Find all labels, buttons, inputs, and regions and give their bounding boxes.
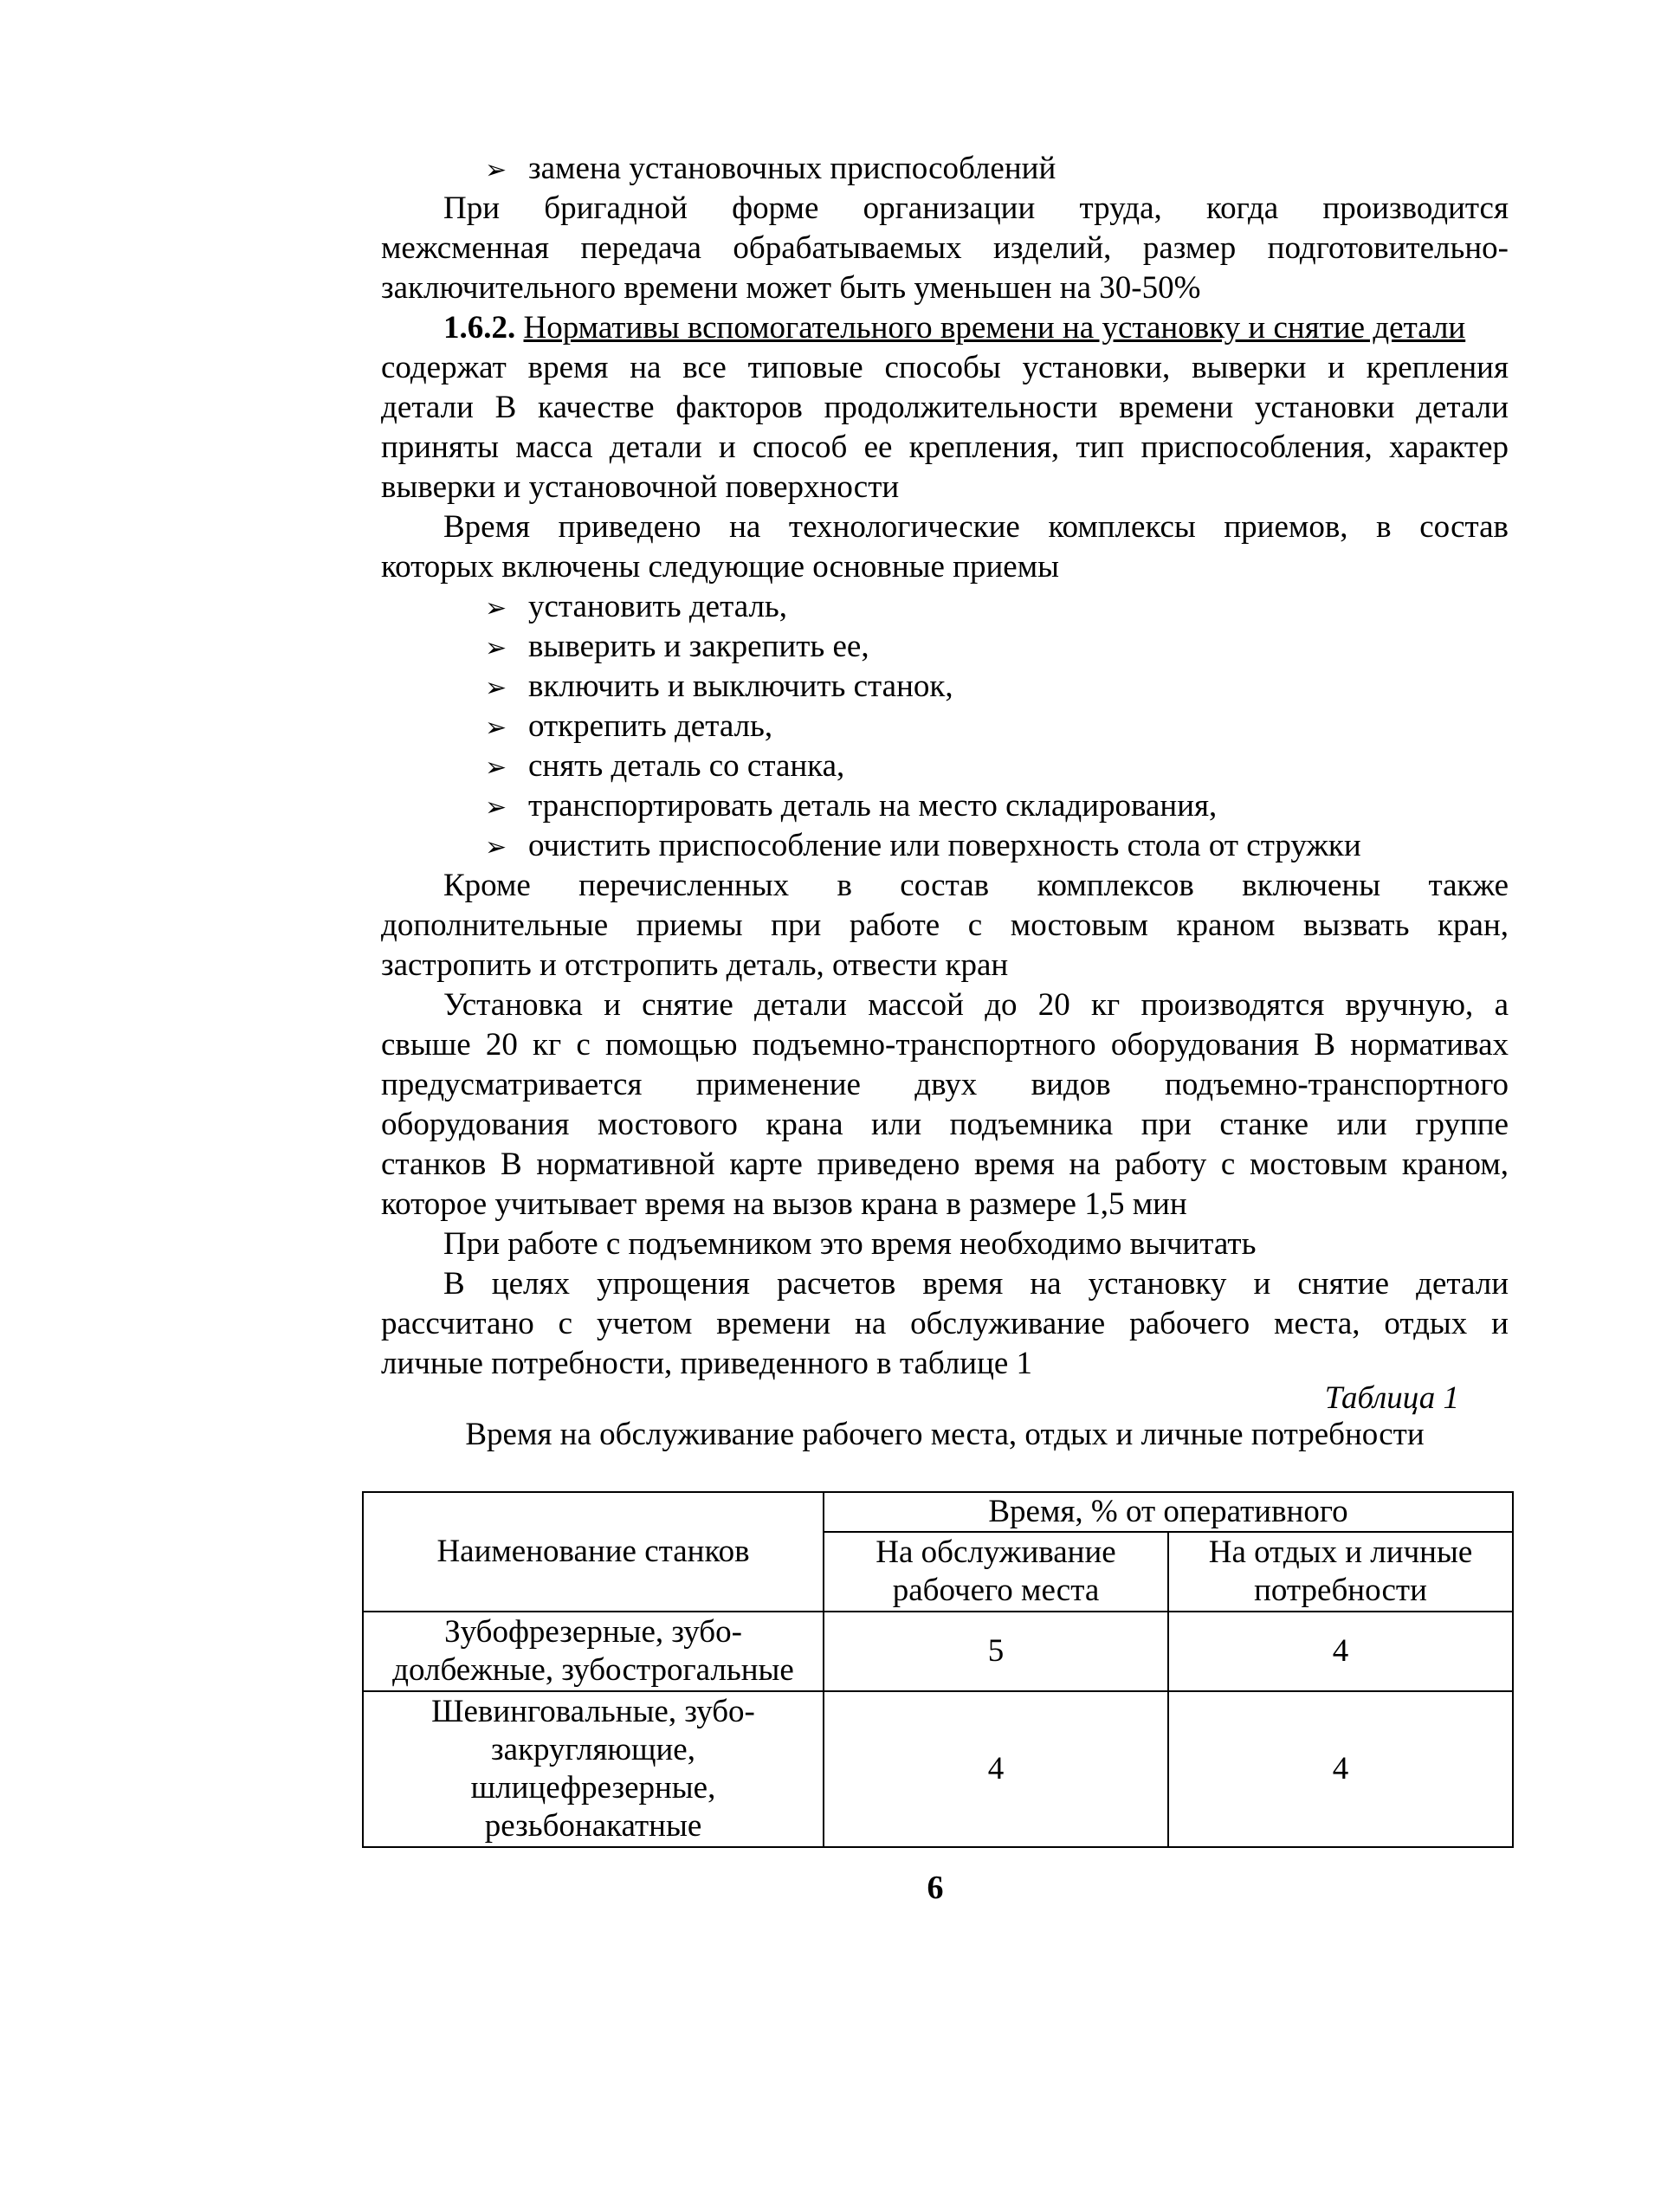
paragraph-line: Время приведено на технологические комплексы приемов, в состав [443,509,1509,545]
section-heading [443,308,1465,348]
paragraph-line: выверки и установочной поверхности [381,469,900,505]
paragraph-line: которое учитывает время на вызов крана в размере 1,5 мин [381,1186,1187,1222]
table-header-row [363,1492,1513,1532]
machine-name-cell: Шевинговальные, зубо- закругляющие, шлицефрезерные, резьбонакатные [363,1691,824,1847]
paragraph-line: которых включены следующие основные приемы [381,549,1059,585]
section-title: Нормативы вспомогательного времени на установку и снятие детали [523,310,1466,346]
arrow-bullet-icon: ➢ [485,832,507,862]
paragraph-line: При бригадной форме организации труда, когда производится [443,191,1509,226]
bullet-text: замена установочных приспособлений [528,151,1056,186]
paragraph-line: приняты масса детали и способ ее крепления, тип приспособления, характер [381,430,1509,465]
header-rest-time: На отдых и личные потребности [1168,1532,1513,1612]
paragraph-line: оборудования мостового крана или подъемника при станке или группе [381,1107,1509,1142]
service-value-cell: 4 [824,1691,1168,1847]
arrow-bullet-icon: ➢ [485,633,507,663]
paragraph-line: застропить и отстропить деталь, отвести кран [381,947,1009,983]
header-time-group: Время, % от оперативного [824,1492,1513,1532]
paragraph-line: детали В качестве факторов продолжительности времени установки детали [381,390,1509,425]
bullet-item [485,786,1217,828]
bullet-text: транспортировать деталь на место складирования, [528,788,1218,824]
page-number: 6 [927,1870,944,1906]
table-row [363,1612,1513,1691]
bullet-text: включить и выключить станок, [528,669,953,704]
paragraph-line: содержат время на все типовые способы установки, выверки и крепления [381,350,1509,385]
machine-name-cell: Зубофрезерные, зубо- долбежные, зубострогальные [363,1612,824,1691]
bullet-text: установить деталь, [528,589,788,624]
table-label: Таблица 1 [1324,1380,1459,1416]
bullet-item [485,149,1056,191]
table-row [363,1691,1513,1847]
bullet-item [485,667,953,708]
rest-value-cell: 4 [1168,1691,1513,1847]
bullet-text: выверить и закрепить ее, [528,629,869,664]
header-machine-name: Наименование станков [363,1492,824,1612]
paragraph-line: Кроме перечисленных в состав комплексов включены также [443,868,1509,903]
paragraph-line: заключительного времени может быть уменьшен на 30-50% [381,270,1201,306]
arrow-bullet-icon: ➢ [485,792,507,823]
paragraph-line: межсменная передача обрабатываемых изделий, размер подготовительно- [381,230,1509,266]
bullet-item [485,707,772,748]
paragraph-line: Установка и снятие детали массой до 20 кг производятся вручную, а [443,987,1509,1023]
arrow-bullet-icon: ➢ [485,713,507,743]
arrow-bullet-icon: ➢ [485,155,507,185]
paragraph-line: личные потребности, приведенного в таблице 1 [381,1346,1033,1381]
paragraph-line: рассчитано с учетом времени на обслуживание рабочего места, отдых и [381,1306,1509,1341]
header-service-time: На обслуживание рабочего места [824,1532,1168,1612]
paragraph-line: В целях упрощения расчетов время на установку и снятие детали [443,1266,1509,1302]
bullet-item [485,587,787,629]
paragraph-line: При работе с подъемником это время необходимо вычитать [443,1226,1257,1262]
service-value-cell: 5 [824,1612,1168,1691]
rest-value-cell: 4 [1168,1612,1513,1691]
table-title: Время на обслуживание рабочего места, отдых и личные потребности [465,1417,1425,1452]
bullet-item [485,826,1361,868]
bullet-text: очистить приспособление или поверхность стола от стружки [528,828,1361,863]
section-number: 1.6.2. [443,310,516,346]
paragraph-line: дополнительные приемы при работе с мостовым краном вызвать кран, [381,908,1509,943]
paragraph-line: предусматривается применение двух видов подъемно-транспортного [381,1067,1509,1102]
bullet-text: открепить деталь, [528,708,773,744]
paragraph-line: станков В нормативной карте приведено время на работу с мостовым краном, [381,1147,1509,1182]
arrow-bullet-icon: ➢ [485,593,507,623]
bullet-item [485,746,844,788]
bullet-item [485,627,869,669]
bullet-text: снять деталь со станка, [528,748,845,784]
arrow-bullet-icon: ➢ [485,673,507,703]
paragraph-line: свыше 20 кг с помощью подъемно-транспортного оборудования В нормативах [381,1027,1509,1063]
arrow-bullet-icon: ➢ [485,753,507,783]
norms-table [362,1491,1514,1848]
